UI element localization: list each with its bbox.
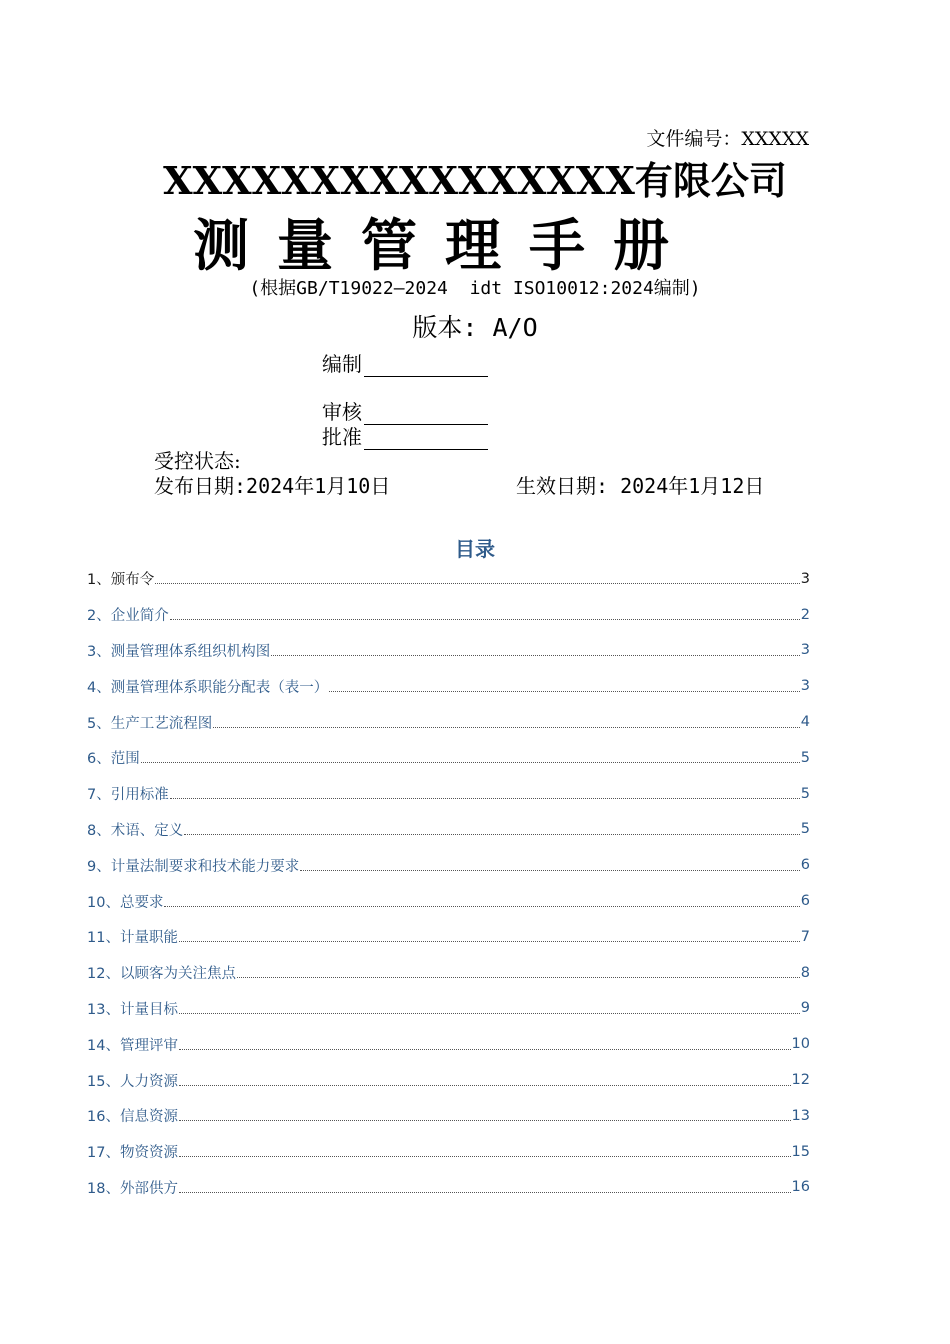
toc-item-label: 8、术语、定义 <box>87 822 184 839</box>
signature-blank <box>364 429 488 450</box>
toc-item[interactable] <box>87 668 810 704</box>
toc-item[interactable] <box>87 776 810 812</box>
toc-item-label: 4、测量管理体系职能分配表（表一） <box>87 679 329 696</box>
toc-item-page: 5 <box>800 749 810 766</box>
toc-leader <box>329 691 800 692</box>
toc-item-page: 3 <box>800 642 810 659</box>
toc-item[interactable] <box>87 991 810 1027</box>
toc-item-page: 2 <box>800 606 810 623</box>
table-of-contents <box>87 561 810 1205</box>
toc-item-page: 4 <box>800 714 810 731</box>
toc-item-label: 7、引用标准 <box>87 787 169 804</box>
toc-leader <box>179 1085 791 1086</box>
toc-item[interactable] <box>87 633 810 669</box>
toc-item-page: 6 <box>800 857 810 874</box>
toc-item[interactable] <box>87 561 810 597</box>
toc-item[interactable] <box>87 1026 810 1062</box>
toc-item-page: 3 <box>800 570 810 587</box>
toc-item-label: 16、信息资源 <box>87 1109 178 1126</box>
toc-item[interactable] <box>87 597 810 633</box>
toc-item[interactable] <box>87 847 810 883</box>
signature-label: 批准 <box>322 425 362 449</box>
toc-item-page: 12 <box>791 1072 810 1089</box>
manual-title: 测量管理手册 <box>193 214 697 279</box>
toc-item[interactable] <box>87 1062 810 1098</box>
toc-item-page: 9 <box>800 1000 810 1017</box>
toc-leader <box>179 1192 791 1193</box>
toc-item-label: 18、外部供方 <box>87 1180 178 1197</box>
toc-heading: 目录 <box>455 537 495 561</box>
toc-item[interactable] <box>87 883 810 919</box>
toc-item-page: 10 <box>791 1036 810 1053</box>
controlled-status: 受控状态: <box>154 449 241 473</box>
company-name: XXXXXXXXXXXXXXXX有限公司 <box>163 158 787 203</box>
toc-item[interactable] <box>87 1134 810 1170</box>
toc-leader <box>237 977 800 978</box>
toc-leader <box>300 870 800 871</box>
toc-item-page: 3 <box>800 678 810 695</box>
toc-item-label: 13、计量目标 <box>87 1001 178 1018</box>
toc-item[interactable] <box>87 704 810 740</box>
toc-item-label: 11、计量职能 <box>87 930 178 947</box>
effective-date: 生效日期: 2024年1月12日 <box>516 474 765 498</box>
toc-leader <box>155 583 800 584</box>
toc-leader <box>179 1049 791 1050</box>
toc-leader <box>184 834 800 835</box>
toc-item[interactable] <box>87 1170 810 1206</box>
standard-basis: (根据GB/T19022—2024 idt ISO10012:2024编制) <box>249 278 701 299</box>
toc-leader <box>271 655 800 656</box>
issue-date: 发布日期:2024年1月10日 <box>154 474 391 498</box>
document-number: 文件编号：XXXXX <box>646 128 809 150</box>
toc-item-page: 5 <box>800 821 810 838</box>
toc-item-label: 3、测量管理体系组织机构图 <box>87 643 271 660</box>
toc-item-page: 8 <box>800 964 810 981</box>
signature-approved <box>322 421 488 450</box>
toc-item[interactable] <box>87 919 810 955</box>
toc-item-page: 15 <box>791 1143 810 1160</box>
signature-label: 编制 <box>322 352 362 376</box>
toc-item-label: 2、企业简介 <box>87 608 169 625</box>
toc-leader <box>164 906 799 907</box>
signature-blank <box>364 356 488 377</box>
toc-leader <box>179 1013 800 1014</box>
toc-item-label: 5、生产工艺流程图 <box>87 715 213 732</box>
version-label: 版本: A/O <box>412 313 538 342</box>
toc-item-page: 16 <box>791 1179 810 1196</box>
toc-item[interactable] <box>87 955 810 991</box>
toc-item[interactable] <box>87 740 810 776</box>
toc-item-label: 15、人力资源 <box>87 1073 178 1090</box>
toc-item-label: 10、总要求 <box>87 894 164 911</box>
signature-compiled <box>322 348 488 377</box>
toc-leader <box>179 941 800 942</box>
toc-leader <box>141 762 800 763</box>
dates-row <box>154 470 794 499</box>
toc-item-page: 13 <box>791 1107 810 1124</box>
toc-item[interactable] <box>87 812 810 848</box>
toc-item-label: 6、范围 <box>87 751 140 768</box>
toc-item[interactable] <box>87 1098 810 1134</box>
toc-leader <box>179 1156 791 1157</box>
toc-item-label: 14、管理评审 <box>87 1037 178 1054</box>
toc-item-page: 5 <box>800 785 810 802</box>
toc-leader <box>170 619 800 620</box>
toc-leader <box>179 1120 791 1121</box>
toc-leader <box>213 727 800 728</box>
toc-item-label: 17、物资资源 <box>87 1145 178 1162</box>
toc-item-page: 6 <box>800 893 810 910</box>
toc-item-label: 9、计量法制要求和技术能力要求 <box>87 858 300 875</box>
toc-item-label: 12、以顾客为关注焦点 <box>87 966 236 983</box>
toc-leader <box>170 798 800 799</box>
signature-label: 审核 <box>322 400 362 424</box>
toc-item-label: 1、颁布令 <box>87 572 155 589</box>
toc-item-page: 7 <box>800 928 810 945</box>
